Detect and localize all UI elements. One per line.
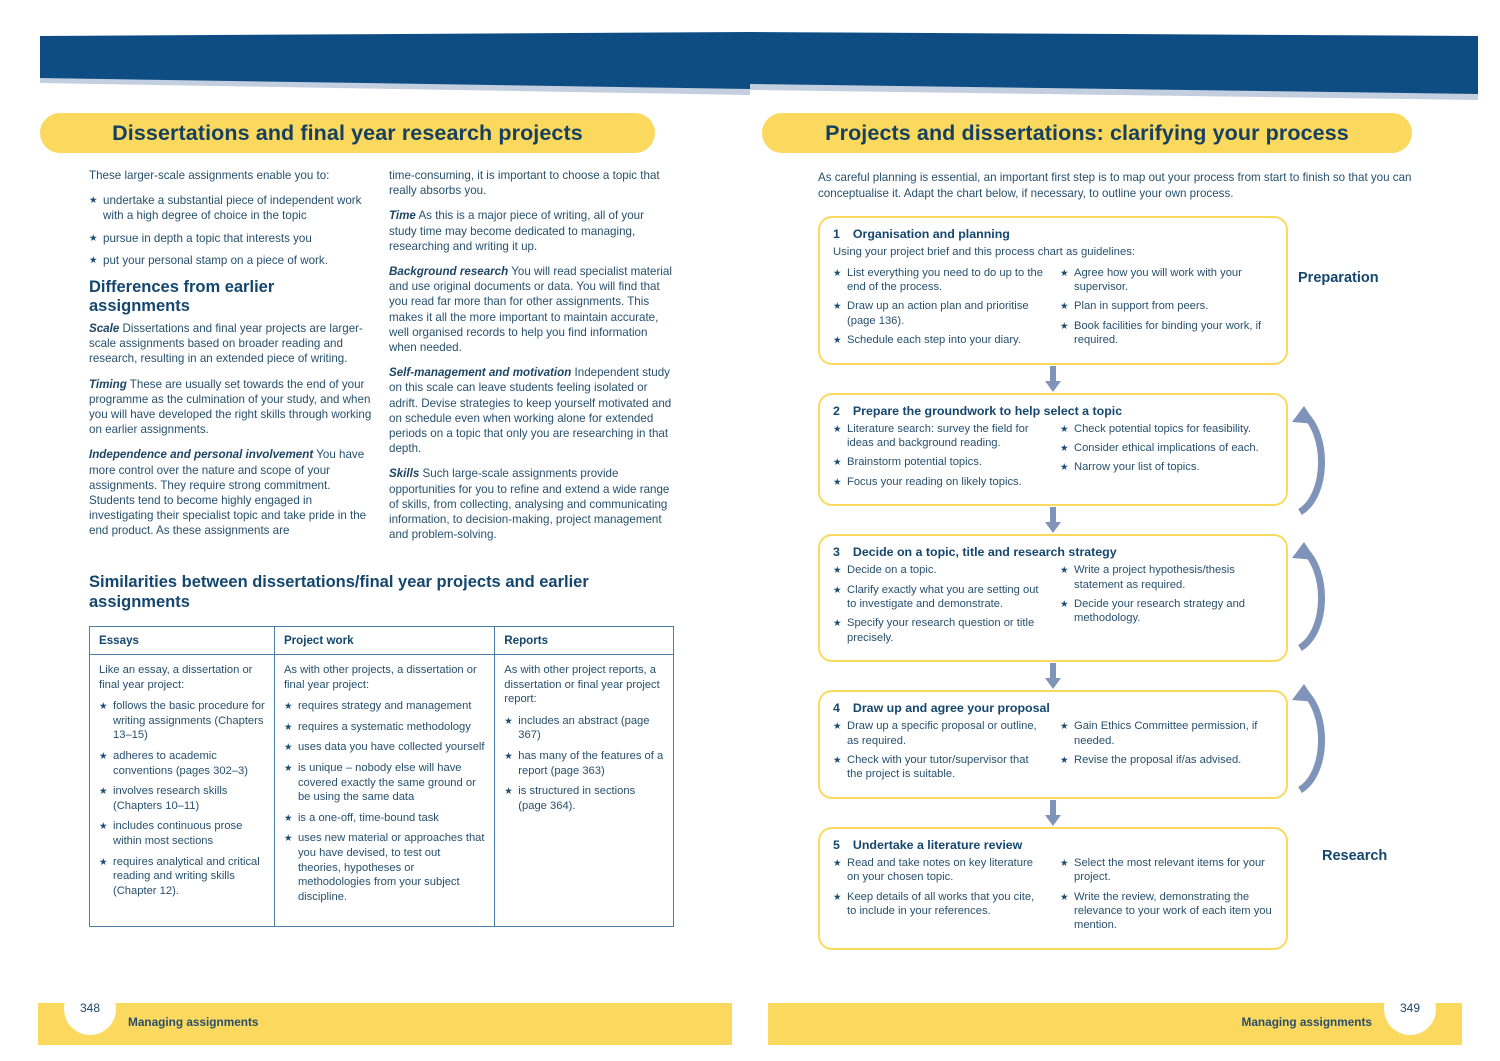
loop-arrowhead-1 <box>1292 406 1316 424</box>
process-flowchart <box>818 216 1288 950</box>
flow-arrow-4-to-5 <box>818 799 1288 827</box>
right-intro-text: As careful planning is essential, an important first step is to map out your process from start to finish so that you can conceptualise it. Adapt the chart below, if necessary, to outline your own process. <box>818 171 1412 200</box>
step-title-1 <box>833 227 1273 241</box>
step-number: 3 <box>833 545 840 560</box>
list-item: ★ Draw up an action plan and prioritise (page 136). <box>833 299 1046 328</box>
step-title-3 <box>833 545 1273 559</box>
flow-arrow-1-to-2 <box>818 365 1288 393</box>
top-banner-right <box>750 0 1500 110</box>
step-columns <box>833 422 1273 495</box>
step-label: Draw up and agree your proposal <box>852 701 1050 716</box>
step-3-left-bullets <box>833 563 1046 645</box>
footer-label: Managing assignments <box>1241 1015 1372 1029</box>
paragraph-independence <box>89 447 374 538</box>
list-item: ★ Write the review, demonstrating the relevance to your work of each item you mention. <box>1060 890 1273 933</box>
paragraph-scale <box>89 321 374 367</box>
section-heading-differences: Differences from earlier assignments <box>89 278 275 316</box>
paragraph-body: You will read specialist material and use original documents or data. You will find that you read far more than for other assignments. This makes it all the more important to maintain accurate, well organised records to help you find information when needed. <box>389 265 672 355</box>
list-item: ★ uses data you have collected yourself <box>284 740 485 755</box>
table-row <box>90 655 674 927</box>
paragraph-body: Dissertations and final year projects are larger-scale assignments based on broader reading and research, resulting in an extended piece of writing. <box>89 322 363 366</box>
loop-arrowhead-3 <box>1292 684 1316 702</box>
step-box-5[interactable] <box>818 827 1288 950</box>
table-cell-essays <box>90 655 275 927</box>
paragraph-lead: Independence and personal involvement <box>89 448 314 462</box>
list-item: ★ pursue in depth a topic that interests you <box>89 231 374 246</box>
table-cell-project-work <box>274 655 494 927</box>
cell-bullet-list <box>284 699 485 904</box>
list-item: ★ Draw up a specific proposal or outline, as required. <box>833 719 1046 748</box>
list-item: ★ uses new material or approaches that you have devised, to test out theories, hypotheses or methodologies from your subject discipline. <box>284 831 485 904</box>
list-item: ★ requires a systematic methodology <box>284 720 485 735</box>
table-header-essays: Essays <box>90 627 275 655</box>
list-item: ★ Gain Ethics Committee permission, if needed. <box>1060 719 1273 748</box>
list-item: ★ involves research skills (Chapters 10–11) <box>99 784 265 813</box>
list-item: ★ Check with your tutor/supervisor that the project is suitable. <box>833 753 1046 782</box>
paragraph-lead: Self-management and motivation <box>389 366 572 380</box>
cell-bullet-list <box>99 699 265 898</box>
side-label-preparation: Preparation <box>1298 270 1379 286</box>
table-header-project-work: Project work <box>274 627 494 655</box>
top-banner-left <box>0 0 750 110</box>
step-4-right-bullets <box>1060 719 1273 767</box>
feedback-loop-arrows <box>1288 200 1358 850</box>
step-label: Organisation and planning <box>852 227 1010 241</box>
list-item: ★ Read and take notes on key literature on your chosen topic. <box>833 856 1046 885</box>
list-item: ★ Keep details of all works that you cite, to include in your references. <box>833 890 1046 919</box>
step-5-right-bullets <box>1060 856 1273 933</box>
step-label: Undertake a literature review <box>852 837 1023 852</box>
footer-label: Managing assignments <box>128 1015 259 1029</box>
flow-arrow-2-to-3 <box>818 506 1288 534</box>
list-item: ★ undertake a substantial piece of independent work with a high degree of choice in the topic <box>89 193 374 223</box>
list-item: ★ has many of the features of a report (page 363) <box>504 749 664 778</box>
step-title-5 <box>833 838 1273 852</box>
left-column-2 <box>389 168 674 552</box>
step-5-left-bullets <box>833 856 1046 919</box>
list-item: ★ Schedule each step into your diary. <box>833 333 1046 347</box>
paragraph-time <box>389 208 674 254</box>
page-number-bubble <box>64 983 116 1035</box>
left-column-1 <box>89 168 374 549</box>
list-item: ★ is structured in sections (page 364). <box>504 784 664 813</box>
loop-arrow-path-3 <box>1300 692 1322 790</box>
step-box-1[interactable] <box>818 216 1288 365</box>
list-item: ★ Focus your reading on likely topics. <box>833 475 1046 489</box>
list-item: ★ requires analytical and critical reading and writing skills (Chapter 12). <box>99 855 265 899</box>
right-page <box>750 0 1500 1061</box>
paragraph-body: You have more control over the nature and scope of your assignments. They require strong commitment. Students tend to become highly engaged in investigating their specialist topic and take pride in the end product. As these assignments are <box>89 448 367 538</box>
paragraph-body: Independent study on this scale can leave students feeling isolated or adrift. Devise strategies to keep yourself motivated and on schedule even when working alone for extended periods on a topic that only you are researching in that depth. <box>389 366 672 456</box>
list-item: ★ Check potential topics for feasibility. <box>1060 422 1273 436</box>
step-number: 4 <box>833 701 840 716</box>
step-title-2 <box>833 404 1273 418</box>
list-item: ★ Brainstorm potential topics. <box>833 455 1046 469</box>
step-columns <box>833 563 1273 650</box>
intro-bullet-list <box>89 193 374 268</box>
step-number: 5 <box>833 837 840 852</box>
step-2-left-bullets <box>833 422 1046 490</box>
paragraph-continuation <box>389 168 674 198</box>
paragraph-self-management <box>389 365 674 456</box>
paragraph-body: These are usually set towards the end of your programme as the culmination of your study, and when you will have developed the right skills through working on earlier assignments. <box>89 377 372 437</box>
list-item: ★ Consider ethical implications of each. <box>1060 441 1273 455</box>
table-header-row <box>90 627 674 655</box>
paragraph-body: time-consuming, it is important to choose a topic that really absorbs you. <box>389 169 660 198</box>
list-item: ★ Specify your research question or title precisely. <box>833 616 1046 645</box>
paragraph-skills <box>389 466 674 542</box>
step-label: Decide on a topic, title and research strategy <box>852 545 1117 560</box>
paragraph-lead: Timing <box>89 377 127 391</box>
cell-intro: As with other project reports, a dissertation or final year project report: <box>504 664 660 706</box>
page-title-right-text: Projects and dissertations: clarifying your process <box>825 120 1349 145</box>
step-title-4 <box>833 701 1273 715</box>
page-number: 348 <box>79 1001 101 1015</box>
list-item: ★ List everything you need to do up to the end of the process. <box>833 266 1046 295</box>
table-header-reports: Reports <box>495 627 674 655</box>
cell-intro: As with other projects, a dissertation or final year project: <box>283 664 477 691</box>
list-item: ★ adheres to academic conventions (pages 302–3) <box>99 749 265 778</box>
step-2-right-bullets <box>1060 422 1273 475</box>
cell-intro: Like an essay, a dissertation or final year project: <box>99 664 253 691</box>
list-item: ★ Decide your research strategy and methodology. <box>1060 597 1273 626</box>
step-number: 2 <box>833 403 840 418</box>
list-item: ★ put your personal stamp on a piece of work. <box>89 253 374 268</box>
intro-line: These larger-scale assignments enable you to: <box>89 169 330 182</box>
step-4-left-bullets <box>833 719 1046 782</box>
paragraph-timing <box>89 377 374 438</box>
list-item: ★ Agree how you will work with your supervisor. <box>1060 266 1273 295</box>
list-item: ★ Clarify exactly what you are setting out to investigate and demonstrate. <box>833 583 1046 612</box>
list-item: ★ Decide on a topic. <box>833 563 1046 577</box>
list-item: ★ is a one-off, time-bound task <box>284 811 485 826</box>
list-item: ★ Revise the proposal if/as advised. <box>1060 753 1273 767</box>
step-subtitle-1: Using your project brief and this process chart as guidelines: <box>833 246 1136 258</box>
comparison-table <box>89 626 674 927</box>
page-title-left-text: Dissertations and final year research projects <box>112 120 583 145</box>
page-title-right <box>762 113 1412 153</box>
page-title-left <box>40 113 655 153</box>
cell-bullet-list <box>504 714 664 814</box>
paragraph-background-research <box>389 264 674 355</box>
list-item: ★ follows the basic procedure for writing assignments (Chapters 13–15) <box>99 699 265 743</box>
list-item: ★ Narrow your list of topics. <box>1060 460 1273 474</box>
loop-arrow-path-2 <box>1300 550 1322 648</box>
footer-right <box>768 1003 1462 1045</box>
page-number-bubble <box>1384 983 1436 1035</box>
step-box-4[interactable] <box>818 690 1288 799</box>
flow-arrow-3-to-4 <box>818 662 1288 690</box>
paragraph-body: Such large-scale assignments provide opportunities for you to refine and extend a wide range of skills, from collecting, analysing and communicating information, to decision-making, project management and problem-solving. <box>389 467 670 542</box>
list-item: ★ includes continuous prose within most sections <box>99 819 265 848</box>
paragraph-lead: Skills <box>389 467 420 481</box>
list-item: ★ Plan in support from peers. <box>1060 299 1273 313</box>
list-item: ★ includes an abstract (page 367) <box>504 714 664 743</box>
page-number: 349 <box>1399 1001 1421 1015</box>
step-1-right-bullets <box>1060 266 1273 348</box>
table-cell-reports <box>495 655 674 927</box>
side-label-research: Research <box>1322 848 1388 864</box>
step-box-2[interactable] <box>818 393 1288 507</box>
paragraph-lead: Background research <box>389 265 509 279</box>
step-1-left-bullets <box>833 266 1046 348</box>
step-columns <box>833 719 1273 787</box>
paragraph-body: As this is a major piece of writing, all of your study time may become dedicated to managing, researching and writing it up. <box>389 209 644 253</box>
list-item: ★ requires strategy and management <box>284 699 485 714</box>
step-box-3[interactable] <box>818 534 1288 662</box>
step-columns <box>833 856 1273 938</box>
paragraph-lead: Scale <box>89 322 120 336</box>
paragraph-lead: Time <box>389 209 416 223</box>
loop-arrow-path-1 <box>1300 414 1322 512</box>
step-label: Prepare the groundwork to help select a topic <box>852 403 1123 418</box>
section-heading-similarities: Similarities between dissertations/final year projects and earlier assignments <box>89 573 589 611</box>
loop-arrowhead-2 <box>1292 542 1316 560</box>
list-item: ★ Select the most relevant items for your project. <box>1060 856 1273 885</box>
list-item: ★ Literature search: survey the field for ideas and background reading. <box>833 422 1046 451</box>
list-item: ★ Write a project hypothesis/thesis statement as required. <box>1060 563 1273 592</box>
step-3-right-bullets <box>1060 563 1273 626</box>
step-number: 1 <box>833 227 840 241</box>
list-item: ★ is unique – nobody else will have covered exactly the same ground or be using the same data <box>284 761 485 805</box>
list-item: ★ Book facilities for binding your work, if required. <box>1060 319 1273 348</box>
step-columns <box>833 266 1273 353</box>
footer-left <box>38 1003 732 1045</box>
